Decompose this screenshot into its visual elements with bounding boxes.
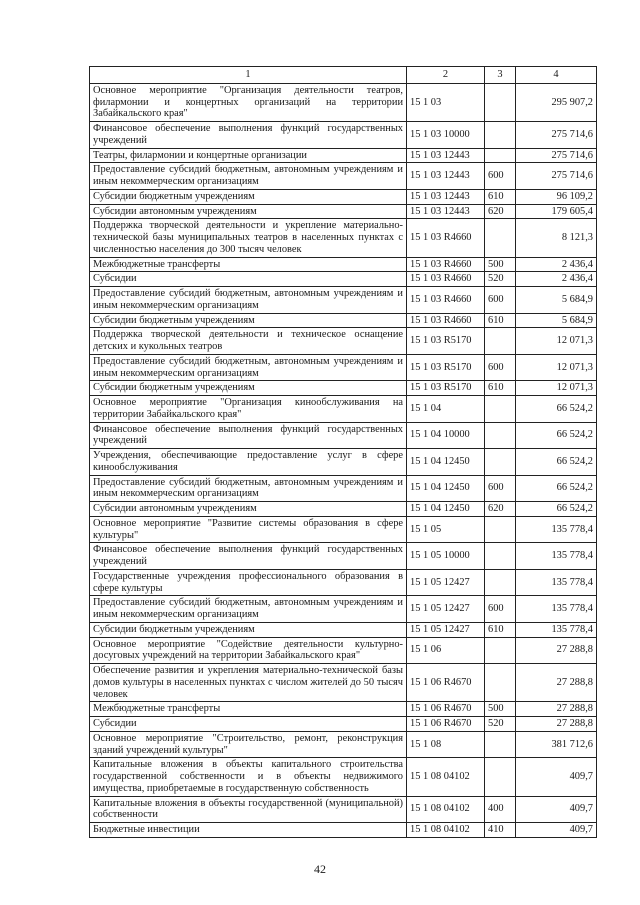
table-row [90, 422, 597, 449]
row-code-cell: 15 1 05 [407, 516, 485, 543]
table-row [90, 449, 597, 476]
row-code-cell: 15 1 04 12450 [407, 502, 485, 517]
row-name-cell: Межбюджетные трансферты [90, 257, 407, 272]
row-expense-type-cell: 610 [485, 313, 516, 328]
table-row [90, 287, 597, 314]
table-row [90, 354, 597, 381]
table-row [90, 257, 597, 272]
row-amount-cell: 275 714,6 [516, 148, 597, 163]
row-amount-cell: 135 778,4 [516, 622, 597, 637]
table-row [90, 596, 597, 623]
row-code-cell: 15 1 03 10000 [407, 122, 485, 149]
row-expense-type-cell [485, 328, 516, 355]
row-name-cell: Субсидии [90, 272, 407, 287]
row-amount-cell: 409,7 [516, 796, 597, 823]
row-code-cell: 15 1 03 12443 [407, 204, 485, 219]
row-expense-type-cell [485, 758, 516, 796]
table-row [90, 219, 597, 257]
row-amount-cell: 66 524,2 [516, 475, 597, 502]
row-code-cell: 15 1 04 [407, 396, 485, 423]
row-amount-cell: 66 524,2 [516, 449, 597, 476]
row-amount-cell: 27 288,8 [516, 702, 597, 717]
row-amount-cell: 8 121,3 [516, 219, 597, 257]
row-code-cell: 15 1 05 12427 [407, 569, 485, 596]
row-expense-type-cell [485, 122, 516, 149]
row-amount-cell: 66 524,2 [516, 422, 597, 449]
table-row [90, 204, 597, 219]
row-expense-type-cell: 520 [485, 717, 516, 732]
row-amount-cell: 135 778,4 [516, 596, 597, 623]
row-code-cell: 15 1 04 10000 [407, 422, 485, 449]
row-expense-type-cell: 600 [485, 475, 516, 502]
header-col-2: 2 [407, 67, 485, 84]
row-expense-type-cell [485, 219, 516, 257]
row-code-cell: 15 1 03 R4660 [407, 313, 485, 328]
row-code-cell: 15 1 06 R4670 [407, 664, 485, 702]
row-name-cell: Поддержка творческой деятельности и укрепление материально-технической базы муниципальных театров в населенных пунктах с численностью населения до 300 тысяч человек [90, 219, 407, 257]
row-code-cell: 15 1 03 R4660 [407, 257, 485, 272]
table-row [90, 758, 597, 796]
row-expense-type-cell [485, 396, 516, 423]
row-code-cell: 15 1 03 12443 [407, 189, 485, 204]
row-name-cell: Субсидии [90, 717, 407, 732]
table-row [90, 823, 597, 838]
row-name-cell: Финансовое обеспечение выполнения функций государственных учреждений [90, 422, 407, 449]
row-code-cell: 15 1 08 04102 [407, 796, 485, 823]
row-amount-cell: 5 684,9 [516, 313, 597, 328]
row-code-cell: 15 1 03 R5170 [407, 328, 485, 355]
row-code-cell: 15 1 08 [407, 731, 485, 758]
row-expense-type-cell [485, 148, 516, 163]
row-expense-type-cell: 610 [485, 189, 516, 204]
row-code-cell: 15 1 05 10000 [407, 543, 485, 570]
row-code-cell: 15 1 06 R4670 [407, 702, 485, 717]
row-amount-cell: 27 288,8 [516, 637, 597, 664]
table-header-row [90, 67, 597, 84]
row-name-cell: Основное мероприятие "Организация кинообслуживания на территории Забайкальского края" [90, 396, 407, 423]
row-code-cell: 15 1 05 12427 [407, 596, 485, 623]
row-expense-type-cell: 520 [485, 272, 516, 287]
row-expense-type-cell: 600 [485, 596, 516, 623]
row-name-cell: Финансовое обеспечение выполнения функций государственных учреждений [90, 543, 407, 570]
header-col-4: 4 [516, 67, 597, 84]
row-name-cell: Государственные учреждения профессионального образования в сфере культуры [90, 569, 407, 596]
table-row [90, 122, 597, 149]
table-row [90, 381, 597, 396]
row-name-cell: Основное мероприятие "Строительство, ремонт, реконструкция зданий учреждений культуры" [90, 731, 407, 758]
table-row [90, 622, 597, 637]
row-amount-cell: 179 605,4 [516, 204, 597, 219]
row-code-cell: 15 1 03 R5170 [407, 381, 485, 396]
row-expense-type-cell [485, 543, 516, 570]
table-row [90, 475, 597, 502]
table-row [90, 396, 597, 423]
row-name-cell: Учреждения, обеспечивающие предоставление услуг в сфере кинообслуживания [90, 449, 407, 476]
table-row [90, 502, 597, 517]
table-row [90, 702, 597, 717]
row-amount-cell: 12 071,3 [516, 354, 597, 381]
row-amount-cell: 381 712,6 [516, 731, 597, 758]
row-expense-type-cell [485, 449, 516, 476]
row-expense-type-cell: 500 [485, 257, 516, 272]
row-expense-type-cell: 410 [485, 823, 516, 838]
header-col-1: 1 [90, 67, 407, 84]
row-code-cell: 15 1 03 R4660 [407, 219, 485, 257]
row-code-cell: 15 1 06 [407, 637, 485, 664]
row-amount-cell: 135 778,4 [516, 543, 597, 570]
row-code-cell: 15 1 04 12450 [407, 449, 485, 476]
row-expense-type-cell: 600 [485, 163, 516, 190]
row-amount-cell: 409,7 [516, 823, 597, 838]
table-row [90, 543, 597, 570]
row-name-cell: Предоставление субсидий бюджетным, автономным учреждениям и иным некоммерческим организациям [90, 163, 407, 190]
row-expense-type-cell [485, 422, 516, 449]
row-name-cell: Бюджетные инвестиции [90, 823, 407, 838]
row-code-cell: 15 1 03 R4660 [407, 287, 485, 314]
table-row [90, 148, 597, 163]
row-name-cell: Предоставление субсидий бюджетным, автономным учреждениям и иным некоммерческим организациям [90, 475, 407, 502]
row-name-cell: Субсидии бюджетным учреждениям [90, 189, 407, 204]
row-amount-cell: 27 288,8 [516, 717, 597, 732]
row-expense-type-cell [485, 516, 516, 543]
row-amount-cell: 12 071,3 [516, 328, 597, 355]
table-row [90, 272, 597, 287]
row-code-cell: 15 1 05 12427 [407, 622, 485, 637]
row-name-cell: Капитальные вложения в объекты государственной (муниципальной) собственности [90, 796, 407, 823]
table-row [90, 189, 597, 204]
row-name-cell: Театры, филармонии и концертные организации [90, 148, 407, 163]
table-row [90, 83, 597, 121]
row-name-cell: Основное мероприятие "Развитие системы образования в сфере культуры" [90, 516, 407, 543]
row-expense-type-cell: 600 [485, 287, 516, 314]
row-code-cell: 15 1 03 R5170 [407, 354, 485, 381]
table-row [90, 664, 597, 702]
row-code-cell: 15 1 03 R4660 [407, 272, 485, 287]
row-code-cell: 15 1 06 R4670 [407, 717, 485, 732]
table-row [90, 313, 597, 328]
row-name-cell: Субсидии бюджетным учреждениям [90, 622, 407, 637]
row-name-cell: Субсидии бюджетным учреждениям [90, 381, 407, 396]
row-code-cell: 15 1 08 04102 [407, 823, 485, 838]
row-code-cell: 15 1 08 04102 [407, 758, 485, 796]
row-expense-type-cell [485, 569, 516, 596]
row-expense-type-cell [485, 637, 516, 664]
row-expense-type-cell: 500 [485, 702, 516, 717]
row-code-cell: 15 1 04 12450 [407, 475, 485, 502]
budget-table [89, 66, 597, 838]
row-name-cell: Капитальные вложения в объекты капитального строительства государственной собственности и в объекты недвижимого имущества, приобретаемые в государственную собственность [90, 758, 407, 796]
row-name-cell: Субсидии автономным учреждениям [90, 204, 407, 219]
table-row [90, 717, 597, 732]
row-amount-cell: 135 778,4 [516, 516, 597, 543]
row-name-cell: Предоставление субсидий бюджетным, автономным учреждениям и иным некоммерческим организациям [90, 596, 407, 623]
row-name-cell: Обеспечение развития и укрепления материально-технической базы домов культуры в населенных пунктах с числом жителей до 50 тысяч человек [90, 664, 407, 702]
row-code-cell: 15 1 03 12443 [407, 148, 485, 163]
page-number: 42 [314, 862, 326, 876]
row-expense-type-cell: 610 [485, 622, 516, 637]
row-amount-cell: 2 436,4 [516, 257, 597, 272]
table-row [90, 569, 597, 596]
table-body [90, 83, 597, 837]
row-amount-cell: 275 714,6 [516, 122, 597, 149]
table-row [90, 328, 597, 355]
row-expense-type-cell: 600 [485, 354, 516, 381]
row-amount-cell: 2 436,4 [516, 272, 597, 287]
table-row [90, 731, 597, 758]
row-amount-cell: 5 684,9 [516, 287, 597, 314]
header-col-3: 3 [485, 67, 516, 84]
row-code-cell: 15 1 03 12443 [407, 163, 485, 190]
row-name-cell: Субсидии автономным учреждениям [90, 502, 407, 517]
row-amount-cell: 66 524,2 [516, 502, 597, 517]
row-name-cell: Предоставление субсидий бюджетным, автономным учреждениям и иным некоммерческим организациям [90, 354, 407, 381]
row-expense-type-cell: 610 [485, 381, 516, 396]
row-name-cell: Предоставление субсидий бюджетным, автономным учреждениям и иным некоммерческим организациям [90, 287, 407, 314]
row-amount-cell: 27 288,8 [516, 664, 597, 702]
table-row [90, 796, 597, 823]
row-name-cell: Поддержка творческой деятельности и техническое оснащение детских и кукольных театров [90, 328, 407, 355]
row-amount-cell: 295 907,2 [516, 83, 597, 121]
table-row [90, 516, 597, 543]
row-name-cell: Субсидии бюджетным учреждениям [90, 313, 407, 328]
row-expense-type-cell: 400 [485, 796, 516, 823]
table-row [90, 637, 597, 664]
row-name-cell: Основное мероприятие "Содействие деятельности культурно-досуговых учреждений на территории Забайкальского края" [90, 637, 407, 664]
row-expense-type-cell [485, 664, 516, 702]
row-expense-type-cell [485, 731, 516, 758]
row-expense-type-cell [485, 83, 516, 121]
row-amount-cell: 409,7 [516, 758, 597, 796]
row-amount-cell: 135 778,4 [516, 569, 597, 596]
row-code-cell: 15 1 03 [407, 83, 485, 121]
row-amount-cell: 275 714,6 [516, 163, 597, 190]
row-amount-cell: 66 524,2 [516, 396, 597, 423]
row-name-cell: Межбюджетные трансферты [90, 702, 407, 717]
row-name-cell: Финансовое обеспечение выполнения функций государственных учреждений [90, 122, 407, 149]
row-expense-type-cell: 620 [485, 502, 516, 517]
row-expense-type-cell: 620 [485, 204, 516, 219]
table-row [90, 163, 597, 190]
row-amount-cell: 12 071,3 [516, 381, 597, 396]
row-name-cell: Основное мероприятие "Организация деятельности театров, филармонии и концертных организаций на территории Забайкальского края" [90, 83, 407, 121]
row-amount-cell: 96 109,2 [516, 189, 597, 204]
